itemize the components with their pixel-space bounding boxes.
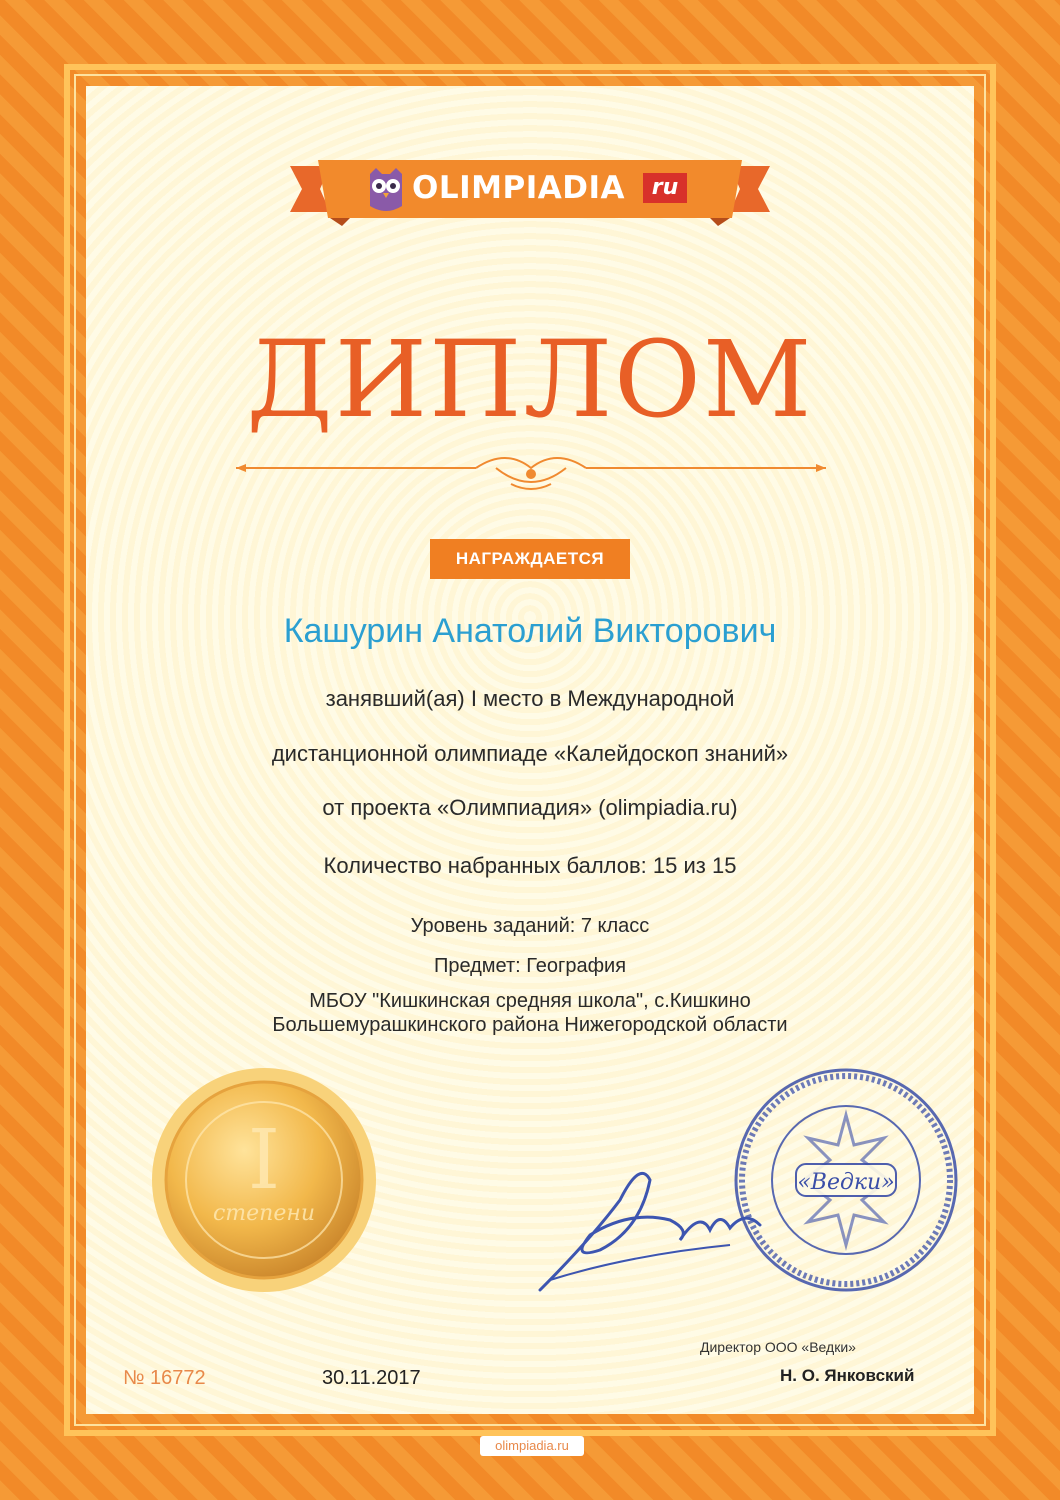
title-flourish-ornament (236, 448, 826, 498)
olympiad-line: дистанционной олимпиаде «Калейдоскоп знаний» (271, 741, 789, 766)
district-line: Большемурашкинского района Нижегородской области (272, 1014, 788, 1036)
brand-tld: ru (643, 173, 687, 203)
awarded-badge: НАГРАЖДАЕТСЯ (430, 539, 630, 579)
level-line: Уровень заданий: 7 класс (410, 915, 650, 937)
score-line: Количество набранных баллов: 15 из 15 (323, 853, 737, 878)
director-name: Н. О. Янковский (780, 1366, 915, 1385)
director-title: Директор ООО «Ведки» (700, 1339, 856, 1355)
diploma-title: ДИПЛОМ (246, 318, 814, 441)
medal-numeral: I (247, 1113, 281, 1208)
director-signature (530, 1140, 790, 1300)
issue-date: 30.11.2017 (322, 1367, 421, 1389)
gold-medal-icon (144, 1060, 384, 1300)
diploma-number: № 16772 (123, 1367, 206, 1389)
recipient-name: Кашурин Анатолий Викторович (283, 612, 777, 650)
owl-logo-icon (366, 166, 406, 214)
medal-caption: степени (212, 1201, 316, 1226)
brand-name: OLIMPIADIA (412, 170, 625, 206)
seal-center-text: «Ведки» (797, 1170, 895, 1195)
project-line: от проекта «Олимпиадия» (olimpiadia.ru) (322, 795, 738, 820)
place-line: занявший(ая) I место в Международной (325, 686, 735, 711)
subject-line: Предмет: География (433, 955, 627, 977)
school-line: МБОУ "Кишкинская средняя школа", с.Кишкино (309, 990, 751, 1012)
footer-url: olimpiadia.ru (480, 1436, 584, 1456)
